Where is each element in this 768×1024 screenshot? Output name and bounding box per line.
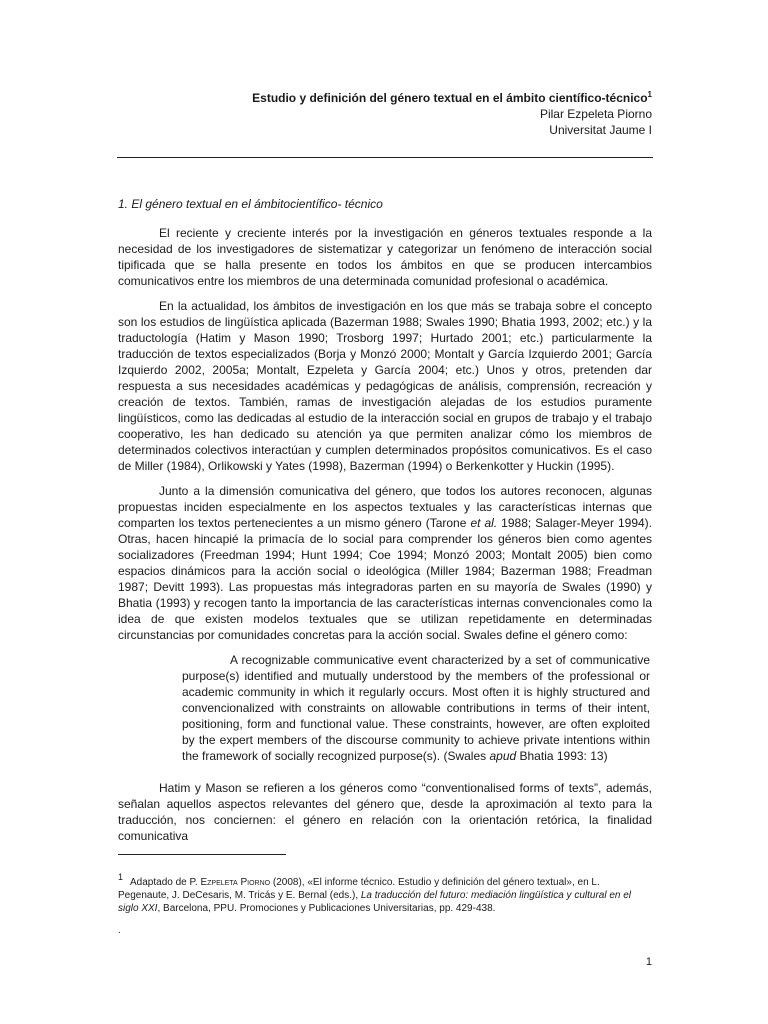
footnote-text-a: Adaptado de P. [130, 877, 201, 888]
paragraph-3-text-a: Junto a la dimensión comunicativa del género, que todos los autores reconocen, algunas propuestas inciden especialmente en los aspectos textuales y las características internas que comparten los textos pertenecientes a un mismo género (Tarone [118, 484, 652, 530]
footnote-book-title: La traducción del futuro: mediación lingüística y cultural en el siglo XXI [118, 890, 632, 914]
paper-title-text: Estudio y definición del género textual en el ámbito científico-técnico [252, 91, 648, 105]
footnote-author: Ezpeleta Piorno [200, 877, 271, 888]
footnote-text-b: (2008), «El informe técnico. Estudio y definición del género textual», en L. Pegenaute, J. DeCesaris, M. Tricás y E. Bernal (eds.), [118, 877, 600, 901]
paragraph-2: En la actualidad, los ámbitos de investigación en los que más se trabaja sobre el concepto son los estudios de lingüística aplicada (Bazerman 1988; Swales 1990; Bhatia 1993, 2002; etc.) y la traductología (Hatim y Mason 1990; Trosborg 1997; Hurtado 2001; etc.) particularmente la traducción de textos especializados (Borja y Monzó 2000; Montalt y García Izquierdo 2001; García Izquierdo 2002, 2005a; Montalt, Ezpeleta y García 2004; etc.) Unos y otros, pretenden dar respuesta a sus necesidades académicas y pedagógicas de análisis, comprensión, recreación y creación de textos. También, ramas de investigación alejadas de los estudios puramente lingüísticos, como las dedicadas al estudio de la interacción social en grupos de trabajo y el trabajo cooperativo, les han dedicado su atención ya que permiten analizar cómo los miembros de determinados colectivos interactúan y cumplen determinados propósitos comunicativos. Es el caso de Miller (1984), Orlikowski y Yates (1998), Bazerman (1994) o Berkenkotter y Huckin (1995). [118, 299, 652, 473]
paper-title [118, 90, 652, 106]
author-affiliation: Universitat Jaume I [549, 123, 652, 137]
page-number: 1 [645, 956, 652, 968]
footnote-text-c: , Barcelona, PPU. Promociones y Publicaciones Universitarias, pp. 429-438. [157, 903, 496, 914]
title-footnote-mark: 1 [647, 90, 652, 99]
footnote-mark: 1 [118, 872, 124, 882]
header-divider [117, 157, 653, 158]
block-quote-text-a: A recognizable communicative event characterized by a set of communicative purpose(s) identified and mutually understood by the members of the professional or academic community in which it regularly occurs. Most often it is highly structured and convencionalized with constraints on allowable contributions in terms of their intent, positioning, form and functional value. These constraints, however, are often exploited by the expert members of the discourse community to achieve private intentions within the framework of socially recognized purpose(s). (Swales [182, 653, 650, 763]
footnote-trailing-dot: . [118, 925, 121, 936]
section-heading: 1. El género textual en el ámbitocientífico- técnico [118, 197, 383, 211]
block-quote-text-b: Bhatia 1993: 13) [516, 749, 608, 763]
et-al-italic: et al. [470, 516, 498, 530]
paragraph-4: Hatim y Mason se refieren a los géneros como “conventionalised forms of texts”, además, señalan aquellos aspectos relevantes del género que, desde la aproximación al texto para la traducción, nos conciernen: el género en relación con la orientación retórica, la finalidad comunicativa [118, 781, 652, 843]
footnote [118, 872, 652, 915]
apud-italic: apud [489, 749, 517, 763]
body-text [118, 225, 652, 853]
paragraph-3 [118, 483, 652, 643]
author-name: Pilar Ezpeleta Piorno [539, 107, 652, 121]
footnote-divider [118, 854, 286, 855]
block-quote [182, 652, 650, 764]
paper-header [118, 90, 652, 138]
paragraph-1: El reciente y creciente interés por la investigación en géneros textuales responde a la necesidad de los investigadores de sistematizar y categorizar un fenómeno de interacción social tipificada que se halla presente en todos los ámbitos en que se producen intercambios comunicativos entre los miembros de una determinada comunidad profesional o académica. [118, 226, 652, 288]
paragraph-3-text-b: 1988; Salager-Meyer 1994). Otras, hacen hincapié la primacía de lo social para comprender los géneros bien como agentes socializadores (Freedman 1994; Hunt 1994; Coe 1994; Monzó 2003; Montalt 2005) bien como espacios dinámicos para la acción social o ideológica (Miller 1984; Bazerman 1988; Freadman 1987; Devitt 1993). Las propuestas más integradoras parten en su mayoría de Swales (1990) y Bhatia (1993) y recogen tanto la importancia de las características internas convencionales como la idea de que existen modelos textuales que se utilizan repetidamente en determinadas circunstancias por comunidades concretas para la acción social. Swales define el género como: [118, 516, 652, 642]
